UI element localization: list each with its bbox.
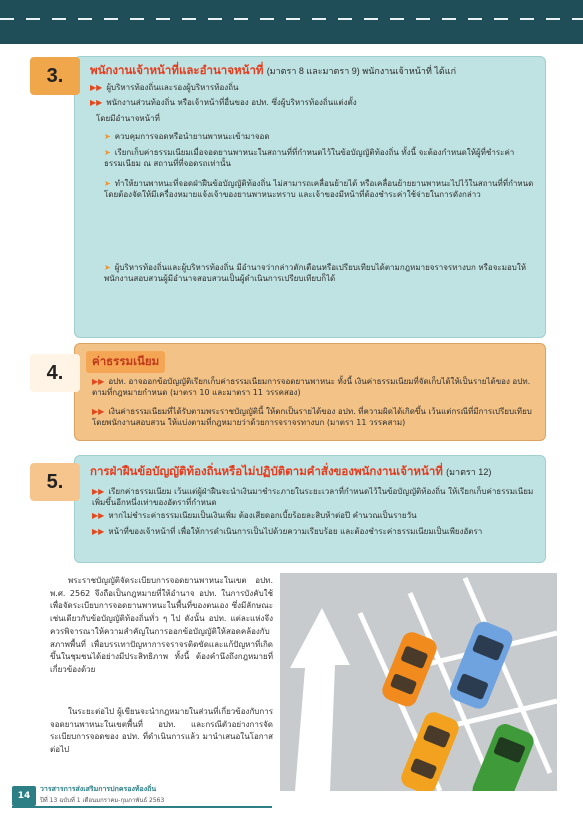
duty-item: ➤ เรียกเก็บค่าธรรมเนียมเมื่อจอดยานพาหนะในสถานที่ที่กำหนดไว้ในข้อบัญญัติท้องถิ่น ทั้งนี้ จะต้องกำหนดให้ผู้ที่ชำระค่าธรรมเนียม ณ สถานที่ที่จอดรถเท่านั้น (104, 148, 515, 168)
arrow-icon: ➤ (104, 148, 111, 157)
section-5-title-text: การฝ่าฝืนข้อบัญญัติท้องถิ่นหรือไม่ปฏิบัติตามคำสั่งของพนักงานเจ้าหน้าที่ (90, 466, 443, 478)
arrow-icon: ➤ (104, 132, 111, 141)
arrow-icon: ➤ (104, 263, 111, 272)
duty-item: ➤ ทำให้ยานพาหนะที่จอดฝ่าฝืนข้อบัญญัติท้องถิ่น ไม่สามารถเคลื่อนย้ายได้ หรือเคลื่อนย้ายยานพาหนะไปไว้ในสถานที่ที่กำหนด โดยต้องจัดให้มีเครื่องหมายแจ้งเจ้าของยานพาหนะทราบ และเจ้าของมีหน้าที่ต้องชำระค่าใช้จ่ายในการดังกล่าว (104, 179, 534, 199)
section-5-title-note: (มาตรา 12) (446, 467, 492, 477)
double-arrow-icon: ▶▶ (92, 511, 105, 520)
section-3-bullet: ▶▶ พนักงานส่วนท้องถิ่น หรือเจ้าหน้าที่อื่นของ อปท. ซึ่งผู้บริหารท้องถิ่นแต่งตั้ง (90, 98, 357, 107)
double-arrow-icon: ▶▶ (90, 98, 103, 107)
section-5-title (90, 463, 491, 481)
section-4-bullet: ▶▶ เงินค่าธรรมเนียมที่ได้รับตามพระราชบัญญัตินี้ ให้ตกเป็นรายได้ของ อปท. ที่ความผิดได้เกิดขึ้น เว้นแต่กรณีที่มีการเปรียบเทียบโดยพนักงานสอบสวน ให้แบ่งตามที่กฎหมายว่าด้วยการจราจรทางบก (มาตรา 11 วรรคสาม) (92, 407, 532, 427)
section-4-number: 4. (30, 354, 80, 392)
section-3-title (90, 62, 456, 80)
parking-lot-illustration (280, 573, 557, 791)
double-arrow-icon: ▶▶ (92, 377, 105, 386)
parking-lot-image (280, 573, 557, 791)
section-4-title: ค่าธรรมเนียม (86, 351, 165, 373)
section-5-number: 5. (30, 463, 80, 501)
body-paragraph: ในระยะต่อไป ผู้เขียนจะนำกฎหมายในส่วนที่เกี่ยวข้องกับการจอดยานพาหนะในเขตพื้นที่ อปท. และกรณีตัวอย่างการจัดระเบียบการจอดของ อปท. ที่ดำเนินการแล้ว มานำเสนอในโอกาสต่อไป (50, 707, 273, 755)
section-3-bullet: ▶▶ ผู้บริหารท้องถิ่นและรองผู้บริหารท้องถิ่น (90, 83, 239, 92)
duties-label: โดยมีอำนาจหน้าที่ (96, 114, 160, 123)
section-5-bullet: ▶▶ เรียกค่าธรรมเนียม เว้นแต่ผู้ฝ่าฝืนจะนำเงินมาชำระภายในระยะเวลาที่กำหนดไว้ในข้อบัญญัติท้องถิ่น ให้เรียกเก็บค่าธรรมเนียมเพิ่มขึ้นอีกหนึ่งเท่าของอัตราที่กำหนด (92, 487, 534, 507)
double-arrow-icon: ▶▶ (90, 83, 103, 92)
section-3-number: 3. (30, 57, 80, 95)
section-5-bullet: ▶▶ หากไม่ชำระค่าธรรมเนียมเป็นเงินเพิ่ม ต้องเสียดอกเบี้ยร้อยละสิบห้าต่อปี คำนวณเป็นรายวัน (92, 511, 417, 520)
section-3-title-note: (มาตรา 8 และมาตรา 9) พนักงานเจ้าหน้าที่ ได้แก่ (266, 66, 457, 76)
double-arrow-icon: ▶▶ (92, 407, 105, 416)
arrow-icon: ➤ (104, 179, 111, 188)
footer-divider (12, 806, 272, 808)
road-stripe (0, 18, 583, 20)
section-4-bullet: ▶▶ อปท. อาจออกข้อบัญญัติเรียกเก็บค่าธรรมเนียมการจอดยานพาหนะ ทั้งนี้ เงินค่าธรรมเนียมที่จัดเก็บได้ให้เป็นรายได้ของ อปท. ตามที่กฎหมายกำหนด (มาตรา 10 และมาตรา 11 วรรคสอง) (92, 377, 531, 397)
double-arrow-icon: ▶▶ (92, 527, 105, 536)
header-band (0, 0, 583, 44)
duty-item: ➤ ควบคุมการจอดหรือนำยานพาหนะเข้ามาจอด (104, 132, 270, 141)
double-arrow-icon: ▶▶ (92, 487, 105, 496)
section-3-title-text: พนักงานเจ้าหน้าที่และอำนาจหน้าที่ (90, 65, 264, 77)
magazine-title: วารสารการส่งเสริมการปกครองท้องถิ่น (40, 785, 157, 793)
section-5-bullet: ▶▶ หน้าที่ของเจ้าหน้าที่ เพื่อให้การดำเนินการเป็นไปด้วยความเรียบร้อย และต้องชำระค่าธรรมเนียมเป็นเพียงอัตรา (92, 527, 483, 536)
duty-item: ➤ ผู้บริหารท้องถิ่นและผู้บริหารท้องถิ่น มีอำนาจว่ากล่าวตักเตือนหรือเปรียบเทียบได้ตามกฎหมายจราจรทางบก หรือจะมอบให้พนักงานสอบสวนผู้มีอำนาจสอบสวนเป็นผู้ดำเนินการเปรียบเทียบก็ได้ (104, 263, 527, 283)
page-number: 14 (12, 786, 36, 806)
body-paragraph: พระราชบัญญัติจัดระเบียบการจอดยานพาหนะในเขต อปท. พ.ศ. 2562 จึงถือเป็นกฎหมายที่ให้อำนาจ อปท. ในการบังคับใช้เพื่อจัดระเบียบการจอดยานพาหนะในพื้นที่ของตนเอง ซึ่งมีลักษณะเช่นเดียวกับข้อบัญญัติท้องถิ่นทั่ว ๆ ไป ดังนั้น อปท. แต่ละแห่งจึงควรพิจารณาให้ความสำคัญในการออกข้อบัญญัติให้สอดคล้องกับสภาพพื้นที่ เพื่อบรรเทาปัญหาการจราจรติดขัดและแก้ปัญหาที่เกิดขึ้นในชุมชนได้อย่างมีประสิทธิภาพ ทั้งนี้ ต้องคำนึงถึงกฎหมายที่เกี่ยวข้องด้วย (50, 576, 273, 674)
issue-info: ปีที่ 13 ฉบับที่ 1 เดือนมกราคม-กุมภาพันธ์ 2563 (40, 797, 165, 804)
